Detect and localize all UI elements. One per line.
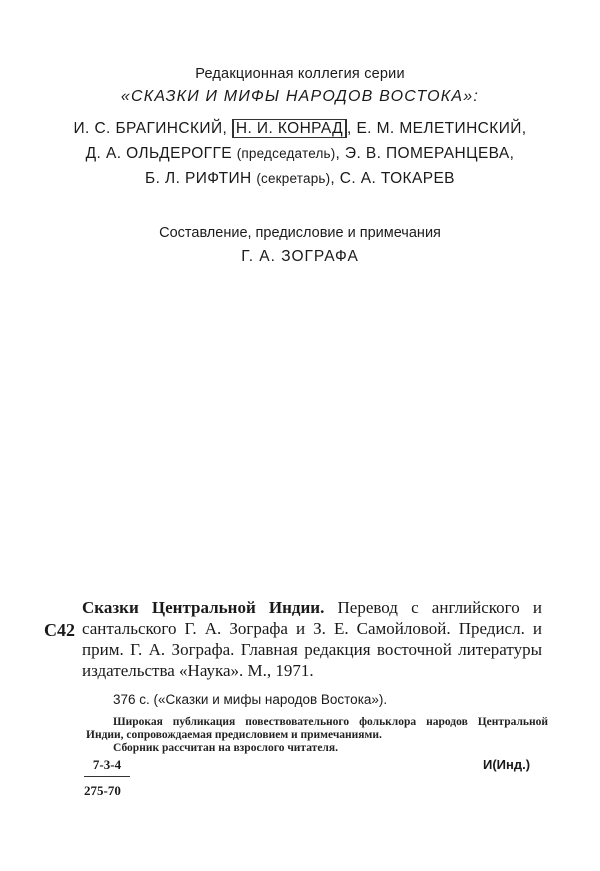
annotation <box>86 716 548 755</box>
member-text: Д. А. ОЛЬДЕРОГГЕ <box>85 145 237 162</box>
page-count: 376 с. («Сказки и мифы народов Востока»). <box>113 692 388 707</box>
compiler-title: Составление, предисловие и примечания <box>159 225 441 241</box>
bibliographic-entry <box>82 597 542 681</box>
annotation-paragraph: Сборник рассчитан на взрослого читателя. <box>113 742 338 754</box>
member-text: , С. А. ТОКАРЕВ <box>330 170 455 187</box>
fraction-denominator: 275-70 <box>84 783 121 798</box>
series-title: «СКАЗКИ И МИФЫ НАРОДОВ ВОСТОКА»: <box>120 88 480 105</box>
bibliographic-text: Перевод с английского и сантальского Г. А. Зографа и З. Е. Самойловой. Предисл. и прим. Г. А. Зографа. Главная редакция восточной литературы издательства «Наука». М., 1971. <box>82 598 542 680</box>
board-members-line-3 <box>0 170 600 188</box>
book-title: Сказки Центральной Индии. <box>82 598 325 617</box>
library-code: С42 <box>44 620 75 640</box>
annotation-paragraph: Широкая публикация повествовательного фольклора народов Центральной Индии, сопровождаемая предисловием и примечаниями. <box>86 716 548 741</box>
board-members-line-2 <box>0 145 600 163</box>
editorial-board-title: Редакционная коллегия серии <box>195 66 405 82</box>
member-text: , Е. М. МЕЛЕТИНСКИЙ, <box>347 120 527 137</box>
member-role: (председатель) <box>236 146 336 161</box>
board-members-line-1 <box>0 120 600 138</box>
member-role: (секретарь) <box>256 171 331 186</box>
member-text: , Э. В. ПОМЕРАНЦЕВА, <box>335 145 515 162</box>
boxed-member-name: Н. И. КОНРАД <box>232 119 347 138</box>
member-text: И. С. БРАГИНСКИЙ, <box>73 120 232 137</box>
compiler-name: Г. А. ЗОГРАФА <box>241 248 359 265</box>
fraction-numerator: 7-3-4 <box>84 757 130 777</box>
member-text: Б. Л. РИФТИН <box>145 170 257 187</box>
classification-index: И(Инд.) <box>483 757 531 772</box>
catalog-fraction <box>84 757 130 799</box>
